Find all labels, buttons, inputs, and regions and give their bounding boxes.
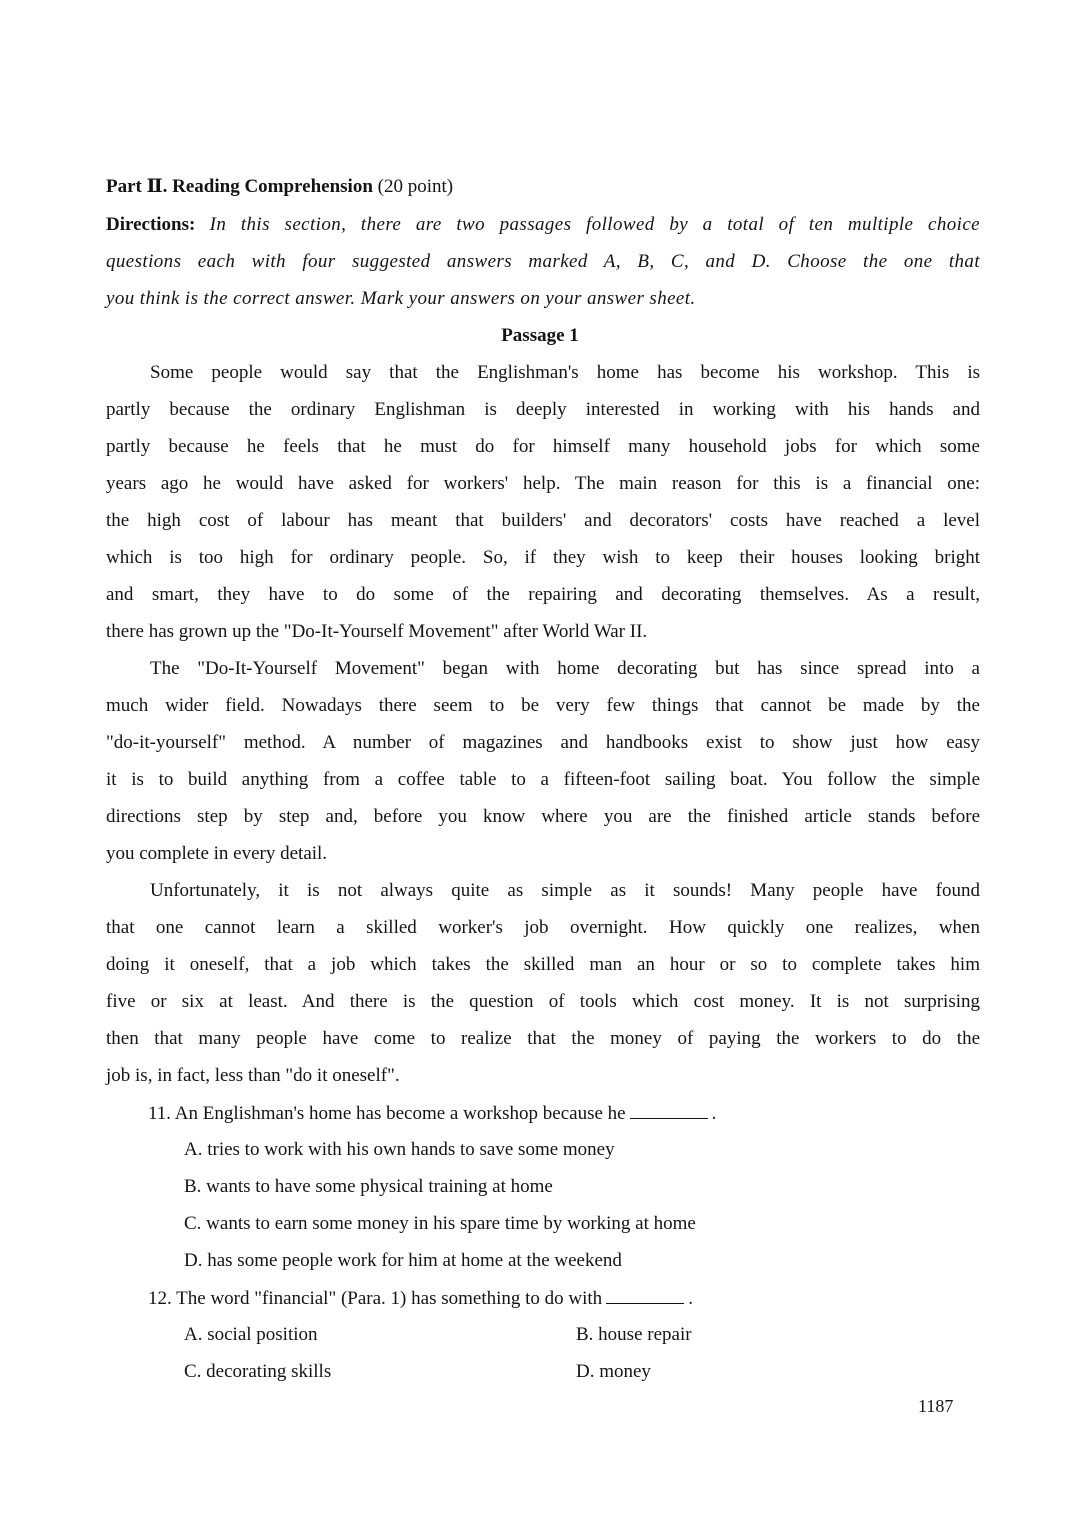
passage-line: job is, in fact, less than "do it oneself". [106, 1065, 400, 1086]
section-heading [106, 174, 980, 200]
question-stem-text: 11. An Englishman's home has become a workshop because he [148, 1103, 626, 1124]
option-d: D. money [576, 1361, 651, 1382]
passage-line: the high cost of labour has meant that builders' and decorators' costs have reached a level [106, 510, 980, 531]
passage-line: there has grown up the "Do-It-Yourself Movement" after World War II. [106, 621, 648, 642]
option-b: B. house repair [576, 1324, 692, 1345]
option-c: C. wants to earn some money in his spare time by working at home [184, 1213, 696, 1234]
directions-line-2: questions each with four suggested answers marked A, B, C, and D. Choose the one that [106, 251, 980, 272]
passage-line: Some people would say that the Englishman's home has become his workshop. This is [150, 362, 980, 383]
passage-line: that one cannot learn a skilled worker's job overnight. How quickly one realizes, when [106, 917, 980, 938]
passage-line: "do-it-yourself" method. A number of magazines and handbooks exist to show just how easy [106, 732, 980, 753]
directions-line-3: you think is the correct answer. Mark your answers on your answer sheet. [106, 288, 696, 309]
passage-line: The "Do-It-Yourself Movement" began with home decorating but has since spread into a [150, 658, 980, 679]
page-number: 1187 [918, 1396, 954, 1416]
option-a: A. social position [184, 1324, 318, 1345]
question-11-stem [148, 1100, 980, 1127]
passage-line: partly because the ordinary Englishman is deeply interested in working with his hands and [106, 399, 980, 420]
passage-line: doing it oneself, that a job which takes the skilled man an hour or so to complete takes him [106, 954, 980, 975]
question-12-stem [148, 1285, 980, 1312]
passage-line: years ago he would have asked for workers' help. The main reason for this is a financial one: [106, 473, 980, 494]
answer-blank [630, 1100, 708, 1119]
part-title: Part Ⅱ. Reading Comprehension [106, 176, 373, 197]
directions-label: Directions: [106, 214, 196, 235]
directions-line-1 [106, 212, 980, 238]
question-stem-end: . [711, 1103, 717, 1124]
option-a: A. tries to work with his own hands to save some money [184, 1139, 615, 1160]
option-b: B. wants to have some physical training at home [184, 1176, 553, 1197]
passage-line: which is too high for ordinary people. So, if they wish to keep their houses looking bright [106, 547, 980, 568]
directions-text-1: In this section, there are two passages followed by a total of ten multiple choice [209, 214, 980, 235]
passage-line: and smart, they have to do some of the repairing and decorating themselves. As a result, [106, 584, 980, 605]
passage-line: much wider field. Nowadays there seem to be very few things that cannot be made by the [106, 695, 980, 716]
passage-line: directions step by step and, before you know where you are the finished article stands before [106, 806, 980, 827]
question-stem-text: 12. The word "financial" (Para. 1) has something to do with [148, 1288, 603, 1309]
answer-blank [606, 1285, 684, 1304]
question-stem-end: . [688, 1288, 693, 1309]
part-points: (20 point) [377, 176, 454, 197]
passage-line: you complete in every detail. [106, 843, 328, 864]
passage-line: partly because he feels that he must do for himself many household jobs for which some [106, 436, 980, 457]
passage-title: Passage 1 [501, 325, 579, 346]
option-c: C. decorating skills [184, 1361, 332, 1382]
option-d: D. has some people work for him at home at the weekend [184, 1250, 622, 1271]
passage-line: five or six at least. And there is the question of tools which cost money. It is not surprising [106, 991, 980, 1012]
passage-line: Unfortunately, it is not always quite as simple as it sounds! Many people have found [150, 880, 980, 901]
passage-line: it is to build anything from a coffee table to a fifteen-foot sailing boat. You follow the simple [106, 769, 980, 790]
passage-line: then that many people have come to realize that the money of paying the workers to do the [106, 1028, 980, 1049]
